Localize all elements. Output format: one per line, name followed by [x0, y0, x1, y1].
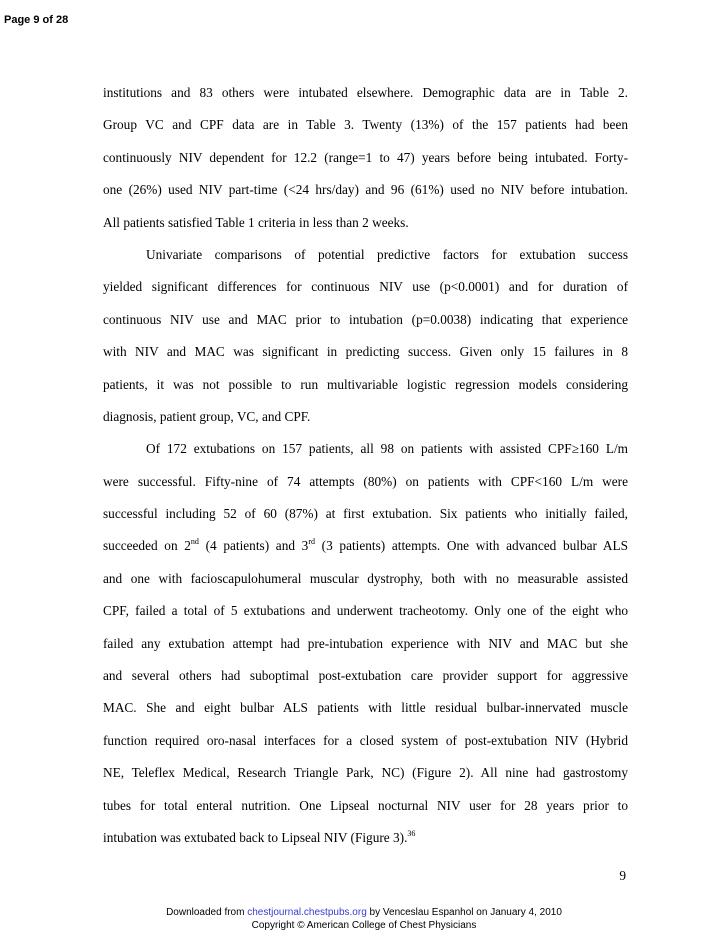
citation-superscript: 36 — [407, 828, 416, 838]
body-line: Of 172 extubations on 157 patients, all 98 on patients with assisted CPF≥160 L/m — [146, 441, 628, 457]
page-number: 9 — [619, 868, 626, 883]
body-line: MAC. She and eight bulbar ALS patients with little residual bulbar-innervated muscle — [103, 700, 628, 716]
body-line: successful including 52 of 60 (87%) at first extubation. Six patients who initially failed, — [103, 506, 628, 522]
body-line — [103, 536, 628, 568]
download-notice — [0, 907, 728, 918]
journal-link[interactable]: chestjournal.chestpubs.org — [247, 907, 367, 918]
body-line: diagnosis, patient group, VC, and CPF. — [103, 408, 311, 424]
body-line: with NIV and MAC was significant in predicting success. Given only 15 failures in 8 — [103, 344, 628, 360]
page-label: Page 9 of 28 — [4, 14, 69, 26]
body-line: continuously NIV dependent for 12.2 (range=1 to 47) years before being intubated. Forty- — [103, 149, 628, 165]
body-text — [103, 83, 628, 860]
body-line: institutions and 83 others were intubated elsewhere. Demographic data are in Table 2. — [103, 85, 628, 100]
line-text: succeeded on 2 — [103, 538, 191, 554]
body-line: NE, Teleflex Medical, Research Triangle Park, NC) (Figure 2). All nine had gastrostomy — [103, 765, 628, 781]
copyright-notice: Copyright © American College of Chest Physicians — [251, 920, 477, 931]
download-suffix: by Venceslau Espanhol on January 4, 2010 — [366, 907, 562, 918]
body-line: tubes for total enteral nutrition. One Lipseal nocturnal NIV user for 28 years prior to — [103, 797, 628, 813]
body-line: Group VC and CPF data are in Table 3. Twenty (13%) of the 157 patients had been — [103, 117, 628, 133]
line-text: (4 patients) and 3 — [198, 538, 309, 554]
body-line: failed any extubation attempt had pre-intubation experience with NIV and MAC but she — [103, 635, 628, 651]
body-line: yielded significant differences for continuous NIV use (p<0.0001) and for duration of — [103, 279, 628, 295]
ordinal-superscript: rd — [308, 537, 315, 547]
body-line: CPF, failed a total of 5 extubations and underwent tracheotomy. Only one of the eight who — [103, 603, 628, 619]
body-line: and one with facioscapulohumeral muscular dystrophy, both with no measurable assisted — [103, 570, 628, 586]
body-line: All patients satisfied Table 1 criteria in less than 2 weeks. — [103, 214, 409, 230]
body-line — [103, 828, 628, 860]
body-line: were successful. Fifty-nine of 74 attempts (80%) on patients with CPF<160 L/m were — [103, 473, 628, 489]
body-line: and several others had suboptimal post-extubation care provider support for aggressive — [103, 668, 628, 684]
ordinal-superscript: nd — [190, 537, 199, 547]
body-line: function required oro-nasal interfaces for a closed system of post-extubation NIV (Hybrid — [103, 732, 628, 748]
body-line: patients, it was not possible to run multivariable logistic regression models considering — [103, 376, 628, 392]
body-line: Univariate comparisons of potential predictive factors for extubation success — [146, 246, 628, 262]
download-prefix: Downloaded from — [166, 907, 248, 918]
line-text: intubation was extubated back to Lipseal NIV (Figure 3). — [103, 829, 408, 845]
body-line: one (26%) used NIV part-time (<24 hrs/day) and 96 (61%) used no NIV before intubation. — [103, 182, 628, 198]
body-line: continuous NIV use and MAC prior to intubation (p=0.0038) indicating that experience — [103, 311, 628, 327]
line-text: (3 patients) attempts. One with advanced bulbar ALS — [315, 538, 628, 554]
